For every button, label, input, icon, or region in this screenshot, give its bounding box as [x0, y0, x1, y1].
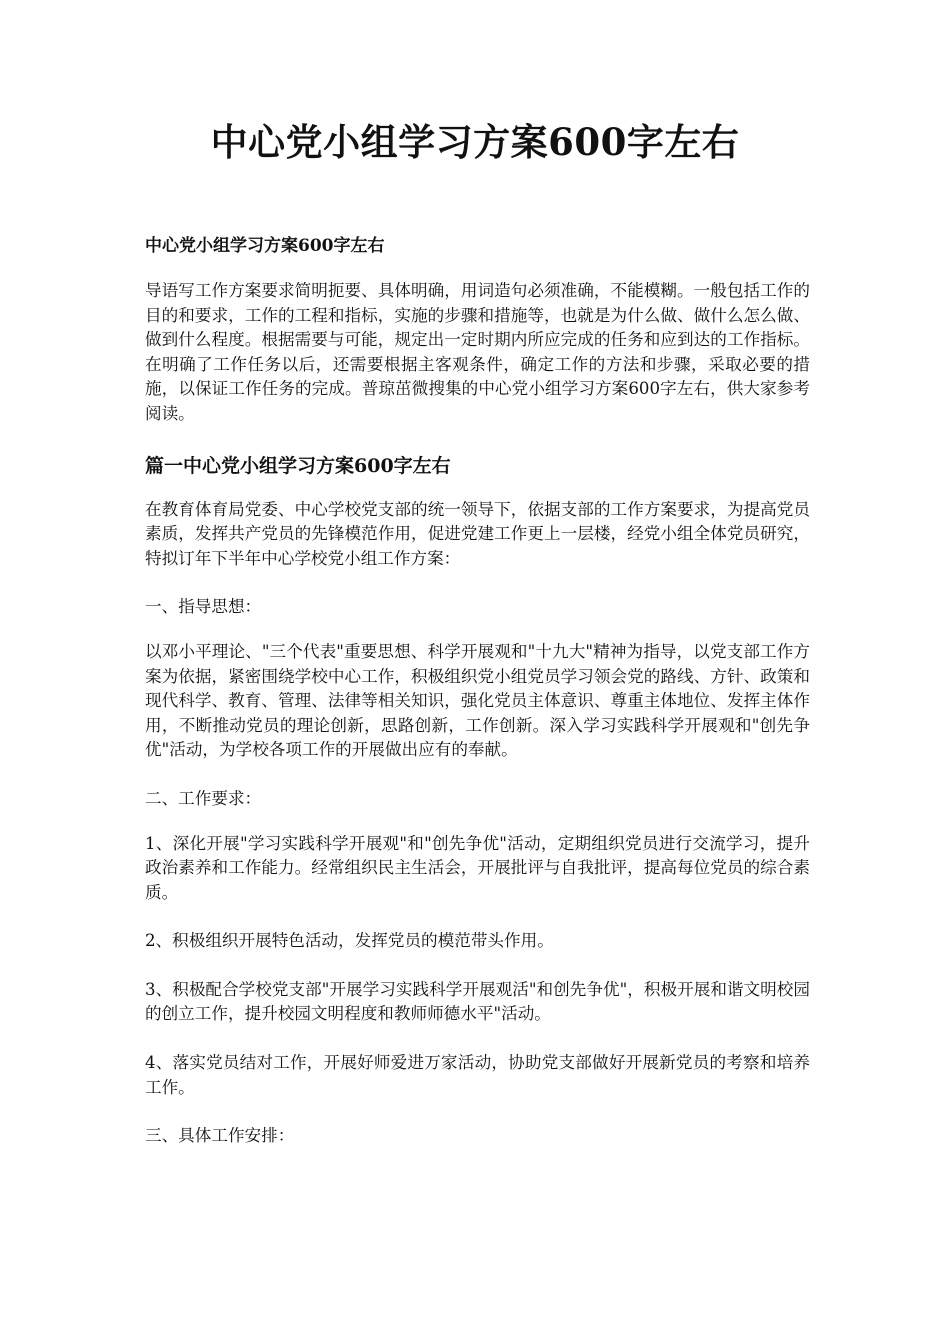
heading-work-requirements: 二、工作要求： [145, 788, 262, 808]
paragraph-opening: 在教育体育局党委、中心学校党支部的统一领导下，依据支部的工作方案要求，为提高党员素质，发挥共产党员的先锋模范作用，促进党建工作更上一层楼，经党小组全体党员研究，特拟订年下半年中心学校党小组工作方案： [145, 499, 810, 568]
paragraph-guiding-ideology: 以邓小平理论、"三个代表"重要思想、科学开展观和"十九大"精神为指导，以党支部工作方案为依据，紧密围绕学校中心工作，积极组织党小组党员学习领会党的路线、方针、政策和现代科学、教育、管理、法律等相关知识，强化党员主体意识、尊重主体地位、发挥主体作用，不断推动党员的理论创新，思路创新，工作创新。深入学习实践科学开展观和"创先争优"活动，为学校各项工作的开展做出应有的奉献。 [145, 641, 810, 760]
requirement-item-3: 3、积极配合学校党支部"开展学习实践科学开展观活"和创先争优"，积极开展和谐文明校园的创立工作，提升校园文明程度和教师师德水平"活动。 [145, 979, 810, 1024]
intro-paragraph: 导语写工作方案要求简明扼要、具体明确，用词造句必须准确，不能模糊。一般包括工作的目的和要求，工作的工程和指标，实施的步骤和措施等，也就是为什么做、做什么怎么做、做到什么程度。根据需要与可能，规定出一定时期内所应完成的任务和应到达的工作指标。在明确了工作任务以后，还需要根据主客观条件，确定工作的方法和步骤，采取必要的措施，以保证工作任务的完成。普琼茁微搜集的中心党小组学习方案600字左右，供大家参考阅读。 [145, 281, 810, 423]
requirement-item-4: 4、落实党员结对工作，开展好师爱进万家活动，协助党支部做好开展新党员的考察和培养工作。 [145, 1053, 810, 1097]
section-heading: 篇一中心党小组学习方案600字左右 [145, 454, 451, 477]
heading-guiding-ideology: 一、指导思想： [145, 597, 262, 617]
requirement-item-2: 2、积极组织开展特色活动，发挥党员的模范带头作用。 [145, 931, 554, 951]
document-body [145, 232, 810, 1173]
document-title: 中心党小组学习方案600字左右 [210, 120, 740, 164]
heading-work-schedule: 三、具体工作安排： [145, 1126, 295, 1146]
requirement-item-1: 1、深化开展"学习实践科学开展观"和"创先争优"活动，定期组织党员进行交流学习，提升政治素养和工作能力。经常组织民主生活会，开展批评与自我批评，提高每位党员的综合素质。 [145, 833, 810, 902]
document-subtitle: 中心党小组学习方案600字左右 [145, 236, 385, 256]
